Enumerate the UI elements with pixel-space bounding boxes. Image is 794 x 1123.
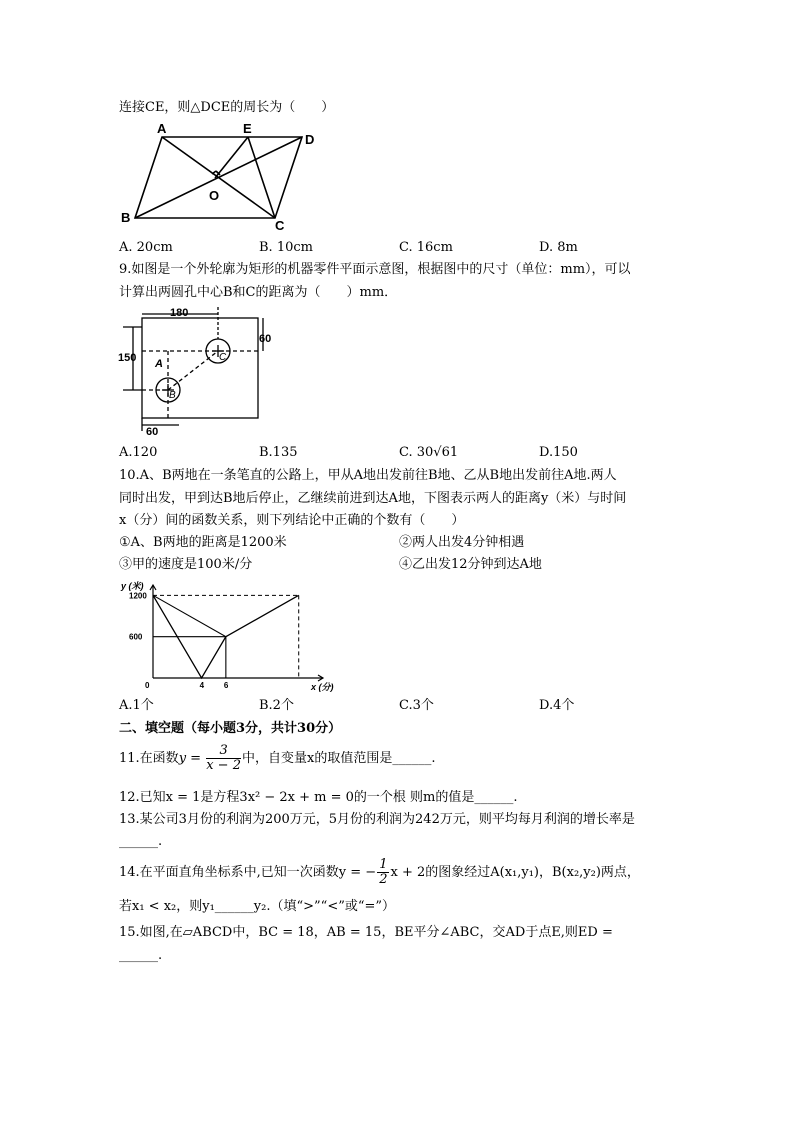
q10-option-b: B.2个 — [259, 698, 294, 713]
q10-option-c: C.3个 — [399, 698, 434, 713]
q13-line2: ______. — [119, 834, 163, 849]
y-tick-label-600: 600 — [129, 632, 143, 642]
q9-dim-left: 150 — [118, 352, 137, 364]
q9-dim-right: 60 — [259, 333, 272, 345]
q9-label-a: A — [155, 358, 163, 370]
q8-label-a: A — [157, 121, 167, 136]
q8-label-e: E — [243, 121, 252, 136]
q8-label-b: B — [121, 210, 131, 225]
q9-stem-line2: 计算出两圆孔中心B和C的距离为（ ）mm． — [119, 285, 398, 300]
q9-dim-bottom: 60 — [146, 426, 159, 438]
guide-bc — [168, 351, 218, 390]
q11-eq: = — [186, 751, 206, 766]
diagonal-bd — [135, 137, 302, 218]
q8-option-b: B. 10cm — [259, 240, 313, 255]
q9-machine-part-figure — [115, 305, 275, 437]
q10-statement-4: ④乙出发12分钟到达A地 — [399, 557, 542, 572]
q8-label-o: O — [209, 188, 220, 203]
q15-line2: ______. — [119, 948, 163, 963]
q11-pre: 11.在函数 — [119, 751, 179, 766]
q10-distance-time-chart — [115, 578, 335, 693]
q8-stem: 连接CE，则△DCE的周长为（ ） — [119, 100, 335, 115]
segment-ec — [248, 137, 275, 218]
x-tick-label-0: 0 — [145, 681, 150, 690]
q14-fraction — [377, 858, 389, 887]
q10-statement-1: ①A、B两地的距离是1200米 — [119, 535, 287, 550]
q14-pre: 14.在平面直角坐标系中,已知一次函数y = − — [119, 865, 377, 880]
chart-xlabel: x (分) — [311, 682, 334, 692]
q9-option-b: B.135 — [259, 445, 298, 460]
q10-stem-line1: 10.A、B两地在一条笔直的公路上，甲从A地出发前往B地、乙从B地出发前往A地.两人 — [119, 468, 617, 483]
q8-label-c: C — [275, 218, 285, 233]
q8-parallelogram-figure — [115, 120, 325, 235]
q11-y: y — [178, 751, 187, 766]
q15-line1: 15.如图,在▱ABCD中，BC = 18，AB = 15，BE平分∠ABC，交AD于点E,则ED = — [119, 925, 613, 940]
q11-post: 中，自变量x的取值范围是______. — [241, 751, 436, 766]
q12-line: 12.已知x = 1是方程3x² − 2x + m = 0的一个根 则m的值是______. — [119, 790, 518, 805]
q8-option-d: D. 8m — [539, 240, 578, 255]
q9-option-c: C. 30√61 — [399, 445, 459, 460]
q11-line — [119, 744, 435, 774]
q14-line1 — [119, 858, 640, 888]
q11-numerator: 3 — [206, 744, 241, 759]
q11-fraction — [206, 744, 241, 773]
helper-diagonal — [153, 595, 226, 636]
section2-title: 二、填空题（每小题3分，共计30分） — [119, 721, 342, 736]
q9-label-c: C — [219, 352, 227, 363]
q9-option-d: D.150 — [539, 445, 578, 460]
q10-option-a: A.1个 — [119, 698, 154, 713]
q14-post: x + 2的图象经过A(x₁,y₁)，B(x₂,y₂)两点， — [390, 865, 640, 880]
x-tick-label-4: 4 — [199, 681, 205, 690]
q11-denominator: x − 2 — [206, 758, 241, 773]
q10-stem-line3: x（分）间的函数关系，则下列结论中正确的个数有（ ） — [119, 513, 465, 528]
q10-statement-3: ③甲的速度是100米/分 — [119, 557, 253, 572]
q8-option-a: A. 20cm — [119, 240, 173, 255]
chart-ylabel: y (米) — [121, 581, 144, 591]
q8-label-d: D — [305, 132, 315, 147]
x-tick-label-6: 6 — [223, 681, 229, 690]
q9-label-b: B — [169, 390, 176, 401]
q10-option-d: D.4个 — [539, 698, 575, 713]
q9-option-a: A.120 — [119, 445, 158, 460]
q10-statement-2: ②两人出发4分钟相遇 — [399, 535, 525, 550]
q8-option-c: C. 16cm — [399, 240, 453, 255]
q14-numerator: 1 — [379, 857, 388, 872]
q10-stem-line2: 同时出发，甲到达B地后停止，乙继续前进到达A地，下图表示两人的距离y（米）与时间 — [119, 491, 627, 506]
q14-line2: 若x₁ < x₂，则y₁______y₂.（填“>”“<”或“=”） — [119, 899, 396, 914]
q14-denominator: 2 — [379, 872, 388, 887]
q13-line1: 13.某公司3月份的利润为200万元，5月份的利润为242万元，则平均每月利润的增长率是 — [119, 812, 635, 827]
q9-dim-top: 180 — [170, 307, 189, 319]
y-tick-label-1200: 1200 — [129, 591, 147, 601]
q9-stem-line1: 9.如图是一个外轮廓为矩形的机器零件平面示意图，根据图中的尺寸（单位：mm），可以 — [119, 262, 631, 277]
